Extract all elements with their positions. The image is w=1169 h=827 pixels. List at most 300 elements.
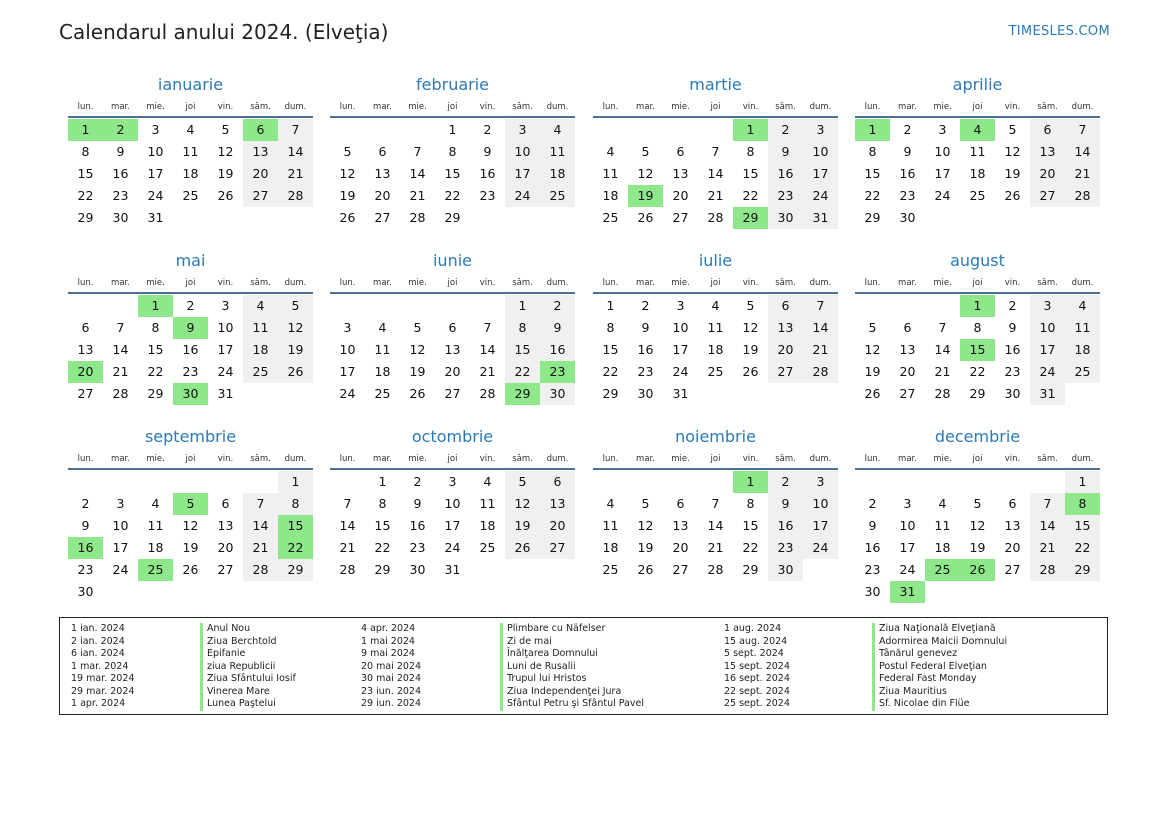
day-cell[interactable]: 24 [1030,361,1065,383]
day-cell[interactable]: 23 [182,364,199,379]
holiday-day-cell[interactable]: 1 [733,471,768,493]
day-cell[interactable]: 10 [505,141,540,163]
day-cell[interactable]: 11 [1065,317,1100,339]
day-cell[interactable]: 22 [505,361,540,383]
day-cell[interactable]: 13 [444,342,461,357]
day-cell[interactable]: 19 [505,515,540,537]
day-cell[interactable]: 21 [243,537,278,559]
day-cell[interactable]: 29 [864,210,881,225]
day-cell[interactable]: 22 [969,364,986,379]
day-cell[interactable]: 22 [742,188,759,203]
day-cell[interactable]: 27 [672,562,689,577]
day-cell[interactable]: 21 [803,339,838,361]
day-cell[interactable]: 22 [147,364,164,379]
day-cell[interactable]: 14 [707,166,724,181]
day-cell[interactable]: 23 [768,537,803,559]
day-cell[interactable]: 30 [77,584,94,599]
day-cell[interactable]: 30 [637,386,654,401]
day-cell[interactable]: 20 [1004,540,1021,555]
day-cell[interactable]: 6 [676,496,685,511]
day-cell[interactable]: 27 [77,386,94,401]
day-cell[interactable]: 28 [803,361,838,383]
day-cell[interactable]: 3 [803,471,838,493]
day-cell[interactable]: 16 [479,166,496,181]
day-cell[interactable]: 18 [479,518,496,533]
day-cell[interactable]: 19 [278,339,313,361]
holiday-day-cell[interactable]: 29 [505,383,540,405]
day-cell[interactable]: 4 [1065,295,1100,317]
day-cell[interactable]: 25 [479,540,496,555]
day-cell[interactable]: 2 [81,496,90,511]
day-cell[interactable]: 26 [217,188,234,203]
day-cell[interactable]: 25 [969,188,986,203]
holiday-day-cell[interactable]: 1 [855,119,890,141]
day-cell[interactable]: 20 [217,540,234,555]
day-cell[interactable]: 20 [672,540,689,555]
day-cell[interactable]: 23 [112,188,129,203]
day-cell[interactable]: 18 [540,163,575,185]
day-cell[interactable]: 18 [602,540,619,555]
day-cell[interactable]: 7 [711,496,720,511]
holiday-day-cell[interactable]: 2 [103,119,138,141]
day-cell[interactable]: 2 [903,122,912,137]
day-cell[interactable]: 24 [217,364,234,379]
day-cell[interactable]: 19 [864,364,881,379]
day-cell[interactable]: 26 [742,364,759,379]
day-cell[interactable]: 11 [969,144,986,159]
day-cell[interactable]: 4 [711,298,720,313]
day-cell[interactable]: 20 [374,188,391,203]
day-cell[interactable]: 20 [899,364,916,379]
holiday-day-cell[interactable]: 8 [1065,493,1100,515]
day-cell[interactable]: 1 [606,298,615,313]
day-cell[interactable]: 16 [540,339,575,361]
day-cell[interactable]: 5 [641,496,650,511]
day-cell[interactable]: 5 [221,122,230,137]
day-cell[interactable]: 3 [151,122,160,137]
holiday-day-cell[interactable]: 1 [960,295,995,317]
day-cell[interactable]: 27 [1004,562,1021,577]
day-cell[interactable]: 2 [483,122,492,137]
holiday-day-cell[interactable]: 9 [173,317,208,339]
holiday-day-cell[interactable]: 22 [278,537,313,559]
day-cell[interactable]: 15 [602,342,619,357]
day-cell[interactable]: 7 [343,496,352,511]
day-cell[interactable]: 16 [637,342,654,357]
day-cell[interactable]: 18 [602,188,619,203]
day-cell[interactable]: 3 [116,496,125,511]
day-cell[interactable]: 11 [602,166,619,181]
day-cell[interactable]: 27 [243,185,278,207]
day-cell[interactable]: 13 [243,141,278,163]
day-cell[interactable]: 16 [899,166,916,181]
day-cell[interactable]: 7 [938,320,947,335]
day-cell[interactable]: 28 [707,562,724,577]
day-cell[interactable]: 29 [1065,559,1100,581]
day-cell[interactable]: 23 [864,562,881,577]
day-cell[interactable]: 28 [1030,559,1065,581]
holiday-day-cell[interactable]: 19 [628,185,663,207]
day-cell[interactable]: 10 [444,496,461,511]
day-cell[interactable]: 8 [151,320,160,335]
day-cell[interactable]: 28 [934,386,951,401]
day-cell[interactable]: 4 [606,144,615,159]
day-cell[interactable]: 30 [540,383,575,405]
day-cell[interactable]: 12 [278,317,313,339]
day-cell[interactable]: 5 [746,298,755,313]
day-cell[interactable]: 6 [676,144,685,159]
day-cell[interactable]: 3 [505,119,540,141]
holiday-day-cell[interactable]: 20 [68,361,103,383]
day-cell[interactable]: 21 [934,364,951,379]
day-cell[interactable]: 26 [864,386,881,401]
day-cell[interactable]: 9 [903,144,912,159]
holiday-day-cell[interactable]: 23 [540,361,575,383]
day-cell[interactable]: 29 [147,386,164,401]
day-cell[interactable]: 24 [112,562,129,577]
day-cell[interactable]: 25 [540,185,575,207]
day-cell[interactable]: 27 [540,537,575,559]
day-cell[interactable]: 2 [413,474,422,489]
day-cell[interactable]: 24 [444,540,461,555]
day-cell[interactable]: 1 [505,295,540,317]
day-cell[interactable]: 8 [278,493,313,515]
day-cell[interactable]: 30 [899,210,916,225]
day-cell[interactable]: 18 [969,166,986,181]
holiday-day-cell[interactable]: 1 [138,295,173,317]
day-cell[interactable]: 13 [540,493,575,515]
day-cell[interactable]: 11 [243,317,278,339]
day-cell[interactable]: 21 [339,540,356,555]
day-cell[interactable]: 14 [243,515,278,537]
day-cell[interactable]: 24 [899,562,916,577]
day-cell[interactable]: 6 [540,471,575,493]
day-cell[interactable]: 9 [641,320,650,335]
holiday-day-cell[interactable]: 1 [68,119,103,141]
day-cell[interactable]: 8 [606,320,615,335]
day-cell[interactable]: 12 [339,166,356,181]
day-cell[interactable]: 21 [278,163,313,185]
day-cell[interactable]: 19 [742,342,759,357]
day-cell[interactable]: 23 [479,188,496,203]
day-cell[interactable]: 25 [243,361,278,383]
day-cell[interactable]: 17 [803,515,838,537]
day-cell[interactable]: 18 [934,540,951,555]
day-cell[interactable]: 29 [602,386,619,401]
holiday-day-cell[interactable]: 1 [733,119,768,141]
day-cell[interactable]: 15 [1065,515,1100,537]
day-cell[interactable]: 19 [637,540,654,555]
day-cell[interactable]: 5 [868,320,877,335]
day-cell[interactable]: 8 [378,496,387,511]
day-cell[interactable]: 15 [444,166,461,181]
day-cell[interactable]: 7 [243,493,278,515]
day-cell[interactable]: 11 [479,496,496,511]
day-cell[interactable]: 14 [707,518,724,533]
day-cell[interactable]: 15 [742,166,759,181]
day-cell[interactable]: 13 [768,317,803,339]
day-cell[interactable]: 27 [899,386,916,401]
day-cell[interactable]: 14 [112,342,129,357]
day-cell[interactable]: 12 [182,518,199,533]
day-cell[interactable]: 3 [1030,295,1065,317]
day-cell[interactable]: 29 [969,386,986,401]
day-cell[interactable]: 9 [868,518,877,533]
day-cell[interactable]: 10 [112,518,129,533]
day-cell[interactable]: 11 [934,518,951,533]
holiday-day-cell[interactable]: 26 [960,559,995,581]
day-cell[interactable]: 28 [339,562,356,577]
day-cell[interactable]: 6 [221,496,230,511]
day-cell[interactable]: 19 [339,188,356,203]
day-cell[interactable]: 1 [1065,471,1100,493]
day-cell[interactable]: 24 [505,185,540,207]
day-cell[interactable]: 22 [742,540,759,555]
day-cell[interactable]: 21 [1065,163,1100,185]
day-cell[interactable]: 16 [182,342,199,357]
day-cell[interactable]: 8 [868,144,877,159]
day-cell[interactable]: 5 [505,471,540,493]
day-cell[interactable]: 16 [409,518,426,533]
day-cell[interactable]: 21 [707,540,724,555]
day-cell[interactable]: 10 [672,320,689,335]
day-cell[interactable]: 18 [147,540,164,555]
day-cell[interactable]: 19 [182,540,199,555]
day-cell[interactable]: 8 [448,144,457,159]
day-cell[interactable]: 29 [278,559,313,581]
day-cell[interactable]: 27 [1030,185,1065,207]
day-cell[interactable]: 20 [768,339,803,361]
day-cell[interactable]: 10 [803,141,838,163]
day-cell[interactable]: 31 [444,562,461,577]
day-cell[interactable]: 14 [1065,141,1100,163]
day-cell[interactable]: 30 [409,562,426,577]
day-cell[interactable]: 28 [112,386,129,401]
site-link[interactable]: TIMESLES.COM [1008,24,1110,39]
day-cell[interactable]: 2 [868,496,877,511]
day-cell[interactable]: 9 [483,144,492,159]
day-cell[interactable]: 28 [243,559,278,581]
day-cell[interactable]: 1 [278,471,313,493]
day-cell[interactable]: 29 [77,210,94,225]
day-cell[interactable]: 8 [81,144,90,159]
day-cell[interactable]: 14 [278,141,313,163]
day-cell[interactable]: 18 [1065,339,1100,361]
day-cell[interactable]: 27 [217,562,234,577]
day-cell[interactable]: 19 [1004,166,1021,181]
day-cell[interactable]: 31 [147,210,164,225]
day-cell[interactable]: 25 [374,386,391,401]
day-cell[interactable]: 27 [768,361,803,383]
day-cell[interactable]: 11 [374,342,391,357]
day-cell[interactable]: 28 [409,210,426,225]
holiday-day-cell[interactable]: 5 [173,493,208,515]
day-cell[interactable]: 18 [707,342,724,357]
day-cell[interactable]: 22 [602,364,619,379]
day-cell[interactable]: 2 [540,295,575,317]
day-cell[interactable]: 6 [903,320,912,335]
day-cell[interactable]: 13 [672,166,689,181]
day-cell[interactable]: 31 [803,207,838,229]
holiday-day-cell[interactable]: 4 [960,119,995,141]
day-cell[interactable]: 30 [768,559,803,581]
day-cell[interactable]: 31 [217,386,234,401]
day-cell[interactable]: 11 [147,518,164,533]
day-cell[interactable]: 12 [637,518,654,533]
day-cell[interactable]: 7 [413,144,422,159]
day-cell[interactable]: 28 [707,210,724,225]
day-cell[interactable]: 8 [746,496,755,511]
day-cell[interactable]: 26 [1004,188,1021,203]
day-cell[interactable]: 17 [803,163,838,185]
day-cell[interactable]: 25 [707,364,724,379]
day-cell[interactable]: 12 [637,166,654,181]
day-cell[interactable]: 8 [746,144,755,159]
day-cell[interactable]: 19 [409,364,426,379]
day-cell[interactable]: 26 [182,562,199,577]
day-cell[interactable]: 14 [803,317,838,339]
holiday-day-cell[interactable]: 25 [138,559,173,581]
day-cell[interactable]: 14 [479,342,496,357]
day-cell[interactable]: 1 [378,474,387,489]
day-cell[interactable]: 5 [1008,122,1017,137]
holiday-day-cell[interactable]: 15 [278,515,313,537]
day-cell[interactable]: 11 [182,144,199,159]
day-cell[interactable]: 18 [374,364,391,379]
day-cell[interactable]: 28 [278,185,313,207]
day-cell[interactable]: 15 [505,339,540,361]
day-cell[interactable]: 4 [606,496,615,511]
day-cell[interactable]: 17 [934,166,951,181]
day-cell[interactable]: 10 [899,518,916,533]
day-cell[interactable]: 13 [1004,518,1021,533]
day-cell[interactable]: 23 [637,364,654,379]
day-cell[interactable]: 10 [803,493,838,515]
day-cell[interactable]: 17 [444,518,461,533]
day-cell[interactable]: 12 [969,518,986,533]
day-cell[interactable]: 22 [864,188,881,203]
day-cell[interactable]: 3 [343,320,352,335]
day-cell[interactable]: 2 [641,298,650,313]
holiday-day-cell[interactable]: 15 [960,339,995,361]
day-cell[interactable]: 7 [1030,493,1065,515]
day-cell[interactable]: 14 [409,166,426,181]
day-cell[interactable]: 21 [707,188,724,203]
day-cell[interactable]: 4 [243,295,278,317]
day-cell[interactable]: 25 [602,562,619,577]
day-cell[interactable]: 22 [374,540,391,555]
day-cell[interactable]: 25 [602,210,619,225]
day-cell[interactable]: 5 [278,295,313,317]
day-cell[interactable]: 7 [711,144,720,159]
day-cell[interactable]: 2 [186,298,195,313]
day-cell[interactable]: 5 [641,144,650,159]
day-cell[interactable]: 2 [1008,298,1017,313]
day-cell[interactable]: 12 [742,320,759,335]
holiday-day-cell[interactable]: 25 [925,559,960,581]
day-cell[interactable]: 28 [1065,185,1100,207]
day-cell[interactable]: 23 [1004,364,1021,379]
day-cell[interactable]: 9 [1008,320,1017,335]
day-cell[interactable]: 4 [540,119,575,141]
day-cell[interactable]: 17 [147,166,164,181]
day-cell[interactable]: 18 [182,166,199,181]
day-cell[interactable]: 17 [1030,339,1065,361]
day-cell[interactable]: 6 [448,320,457,335]
day-cell[interactable]: 21 [1030,537,1065,559]
day-cell[interactable]: 3 [448,474,457,489]
day-cell[interactable]: 8 [505,317,540,339]
day-cell[interactable]: 4 [938,496,947,511]
day-cell[interactable]: 12 [505,493,540,515]
day-cell[interactable]: 6 [1030,119,1065,141]
holiday-day-cell[interactable]: 31 [890,581,925,603]
day-cell[interactable]: 6 [768,295,803,317]
day-cell[interactable]: 10 [147,144,164,159]
day-cell[interactable]: 13 [374,166,391,181]
day-cell[interactable]: 21 [112,364,129,379]
day-cell[interactable]: 24 [803,537,838,559]
day-cell[interactable]: 17 [672,342,689,357]
day-cell[interactable]: 6 [81,320,90,335]
day-cell[interactable]: 13 [217,518,234,533]
day-cell[interactable]: 26 [278,361,313,383]
day-cell[interactable]: 24 [803,185,838,207]
day-cell[interactable]: 2 [768,119,803,141]
day-cell[interactable]: 3 [803,119,838,141]
day-cell[interactable]: 27 [444,386,461,401]
day-cell[interactable]: 6 [378,144,387,159]
day-cell[interactable]: 11 [602,518,619,533]
day-cell[interactable]: 21 [409,188,426,203]
day-cell[interactable]: 15 [864,166,881,181]
day-cell[interactable]: 8 [973,320,982,335]
day-cell[interactable]: 3 [221,298,230,313]
day-cell[interactable]: 11 [540,141,575,163]
day-cell[interactable]: 10 [217,320,234,335]
day-cell[interactable]: 16 [1004,342,1021,357]
day-cell[interactable]: 17 [899,540,916,555]
day-cell[interactable]: 2 [768,471,803,493]
day-cell[interactable]: 12 [1004,144,1021,159]
day-cell[interactable]: 23 [409,540,426,555]
day-cell[interactable]: 7 [483,320,492,335]
holiday-day-cell[interactable]: 30 [173,383,208,405]
day-cell[interactable]: 30 [112,210,129,225]
day-cell[interactable]: 5 [973,496,982,511]
day-cell[interactable]: 16 [768,515,803,537]
day-cell[interactable]: 30 [768,207,803,229]
day-cell[interactable]: 4 [151,496,160,511]
day-cell[interactable]: 13 [1030,141,1065,163]
day-cell[interactable]: 7 [803,295,838,317]
day-cell[interactable]: 14 [339,518,356,533]
day-cell[interactable]: 29 [444,210,461,225]
day-cell[interactable]: 3 [938,122,947,137]
day-cell[interactable]: 9 [413,496,422,511]
day-cell[interactable]: 30 [1004,386,1021,401]
holiday-day-cell[interactable]: 16 [68,537,103,559]
day-cell[interactable]: 5 [413,320,422,335]
day-cell[interactable]: 19 [969,540,986,555]
day-cell[interactable]: 9 [81,518,90,533]
day-cell[interactable]: 26 [637,562,654,577]
day-cell[interactable]: 10 [934,144,951,159]
holiday-day-cell[interactable]: 29 [733,207,768,229]
day-cell[interactable]: 9 [768,141,803,163]
day-cell[interactable]: 30 [864,584,881,599]
day-cell[interactable]: 21 [479,364,496,379]
